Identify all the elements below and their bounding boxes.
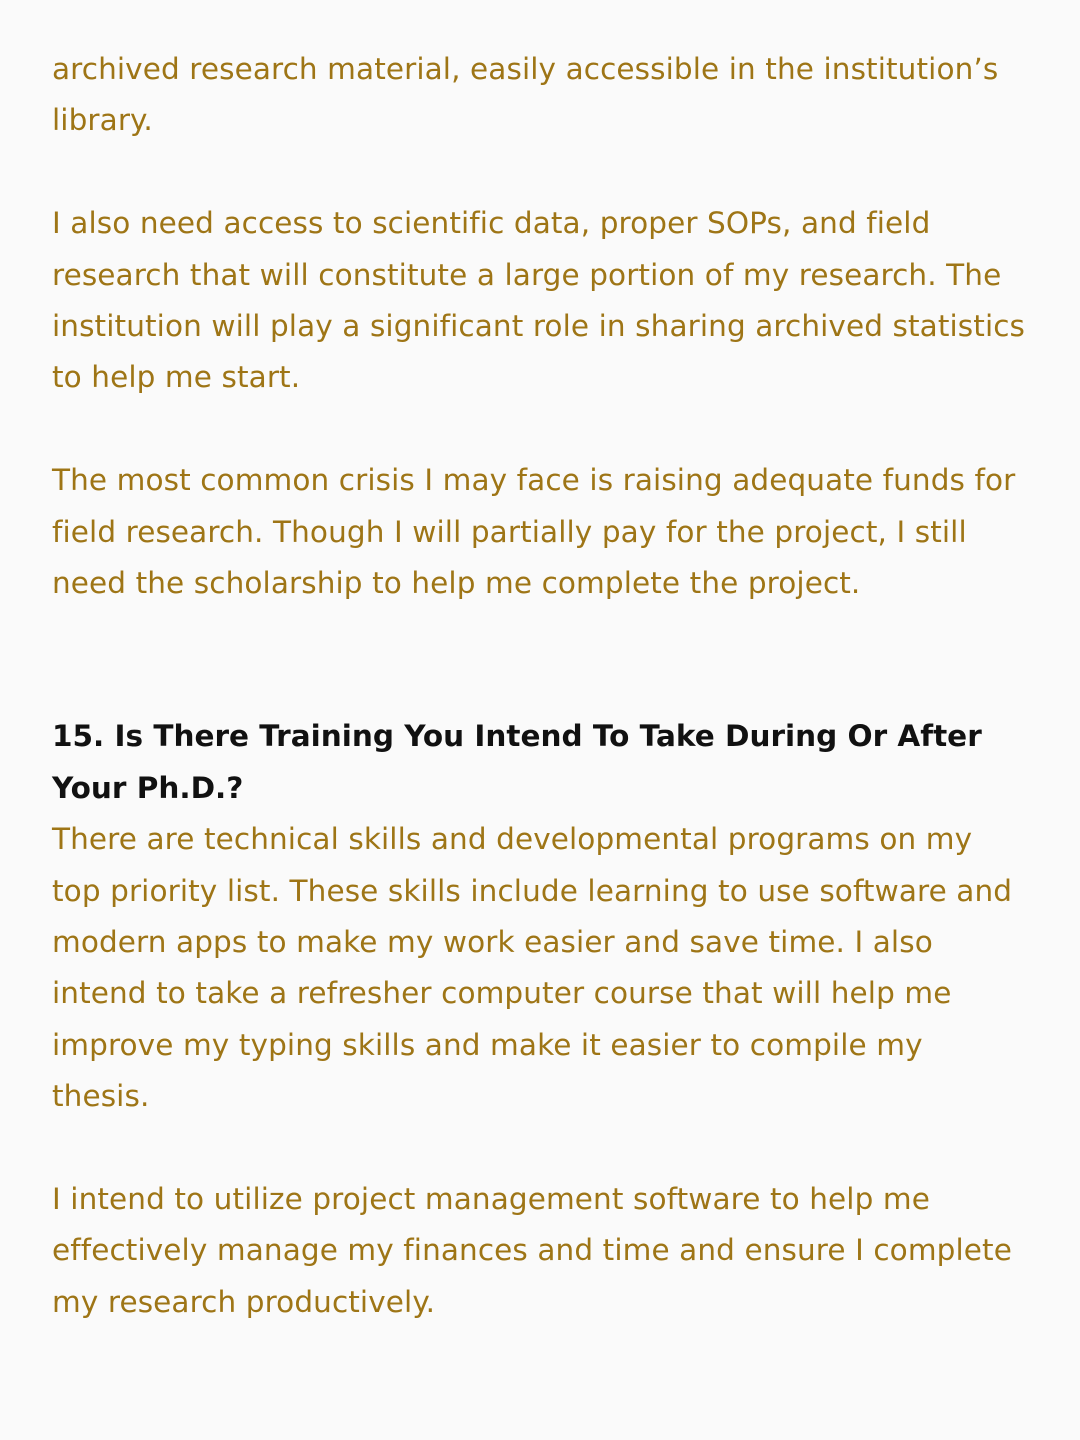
section-heading: 15. Is There Training You Intend To Take During Or After Your Ph.D.? xyxy=(52,719,982,805)
paragraph-library: archived research material, easily accessible in the institution’s library. xyxy=(52,52,999,138)
paragraph-funding-crisis: The most common crisis I may face is raising adequate funds for field research. Though I will partially pay for the project, I still need the scholarship to help me complete the project. xyxy=(52,463,1016,601)
paragraph-data-access: I also need access to scientific data, proper SOPs, and field research that will constitute a large portion of my research. The institution will play a significant role in sharing archived statistics to help me start. xyxy=(52,206,1026,395)
paragraph-project-management: I intend to utilize project management software to help me effectively manage my finances and time and ensure I complete my research productively. xyxy=(52,1182,1012,1319)
paragraph-technical-skills: There are technical skills and developmental programs on my top priority list. These skills include learning to use software and modern apps to make my work easier and save time. I also intend to take a refresher computer course that will help me improve my typing skills and make it easier to compile my thesis. xyxy=(52,822,1013,1114)
